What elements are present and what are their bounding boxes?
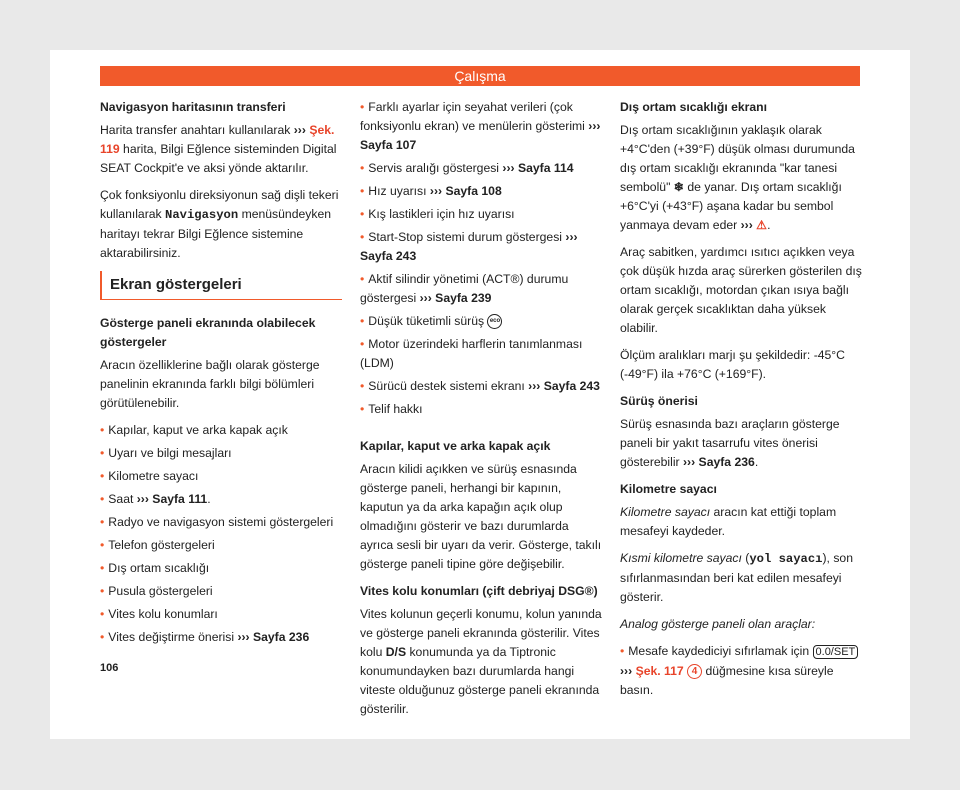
bullet-icon: • (360, 230, 365, 244)
text: Ekran göstergeleri (110, 276, 242, 293)
subheading (100, 98, 342, 117)
bullet-icon: • (100, 515, 105, 529)
bullet-icon: • (100, 607, 105, 621)
text: Sürücü destek sistemi ekranı (368, 379, 529, 393)
bullet-icon: • (360, 161, 365, 175)
text: Kilometre sayacı (108, 469, 199, 483)
text: Analog gösterge paneli olan araçlar: (620, 617, 816, 631)
text: Vites değiştirme önerisi (108, 630, 238, 644)
list-item (360, 270, 602, 308)
paragraph (620, 615, 862, 634)
text: Araç sabitken, yardımcı ısıtıcı açıkken veya çok düşük hızda araç sürerken gösterilen dış ortam sıcaklığı, motordan çıkan ısıya bağlı olarak gerçek sıcaklıktan daha yüksek olabilir. (620, 245, 862, 335)
text: Aracın özelliklerine bağlı olarak gösterge panelinin ekranında farklı bilgi bölümleri görütülenebilir. (100, 358, 320, 410)
bullet-icon: • (100, 469, 105, 483)
bullet-icon: • (100, 423, 105, 437)
page-reference-link[interactable]: ››› Sayfa 239 (419, 291, 492, 305)
page-reference-link[interactable]: ››› Sayfa 107 (360, 119, 601, 152)
text: Kısmi kilometre sayacı (620, 551, 742, 565)
text: Hız uyarısı (368, 184, 430, 198)
page-reference-link[interactable]: ››› Sayfa 108 (429, 184, 502, 198)
paragraph (620, 415, 862, 472)
paragraph (360, 460, 602, 574)
list-item (360, 182, 602, 201)
text: Vites kolu konumları (çift debriyaj DSG®) (360, 584, 598, 598)
page-number: 106 (100, 662, 119, 674)
bullet-icon: • (100, 446, 105, 460)
text: Kilometre sayacı (620, 505, 711, 519)
bullet-icon: • (360, 184, 365, 198)
text: aracın kat ettiği toplam mesafeyi kaydeder. (620, 505, 837, 538)
page-reference-link[interactable]: ››› Sayfa 236 (237, 630, 310, 644)
list-item (360, 205, 602, 224)
column-2 (360, 98, 602, 727)
list-item (100, 513, 342, 532)
bullet-icon: • (100, 492, 105, 506)
text: . (767, 218, 771, 232)
list-item (100, 421, 342, 440)
page-reference-link[interactable]: Şek. 119 (100, 123, 335, 156)
snowflake-icon: ❄ (673, 180, 684, 194)
bullet-icon: • (360, 379, 365, 393)
list-item (100, 490, 342, 509)
text: Sürüş esnasında bazı araçların gösterge paneli bir yakıt tasarrufu vites önerisi gösterebilir (620, 417, 840, 469)
text: menüsündeyken haritayı tekrar Bilgi Eğlence sistemine aktarabilirsiniz. (100, 207, 332, 260)
text: Kış lastikleri için hız uyarısı (368, 207, 515, 221)
bullet-icon: • (620, 644, 625, 658)
subheading (360, 437, 602, 456)
list-item (360, 335, 602, 373)
text: ››› (620, 664, 636, 678)
bullet-icon: • (360, 402, 365, 416)
text: Start-Stop sistemi durum göstergesi (368, 230, 566, 244)
paragraph (100, 186, 342, 263)
eco-icon: eco (487, 314, 502, 329)
list-item (620, 642, 862, 700)
text: Ölçüm aralıkları marjı şu şekildedir: -45°C (-49°F) ila +76°C (+169°F). (620, 348, 845, 381)
text: Gösterge paneli ekranında olabilecek göstergeler (100, 316, 316, 349)
text: Kilometre sayacı (620, 482, 717, 496)
manual-page (50, 50, 910, 739)
page-reference-link[interactable]: ››› Sayfa 243 (528, 379, 600, 393)
text: Navigasyon haritasının transferi (100, 100, 286, 114)
bullet-icon: • (100, 584, 105, 598)
text: Motor üzerindeki harflerin tanımlanması (LDM) (360, 337, 583, 370)
list-item (360, 98, 602, 155)
text: Sürüş önerisi (620, 394, 698, 408)
text: Düşük tüketimli sürüş (368, 314, 488, 328)
text: ››› (740, 218, 757, 232)
paragraph (100, 121, 342, 178)
list-item (360, 400, 602, 419)
column-3 (620, 98, 862, 704)
list-item (100, 444, 342, 463)
text: Radyo ve navigasyon sistemi göstergeleri (108, 515, 334, 529)
text: Saat (108, 492, 137, 506)
page-reference-link[interactable]: ››› Sayfa 111 (136, 492, 208, 506)
text: D/S (385, 645, 407, 659)
list-item (100, 605, 342, 624)
bullet-icon: • (100, 538, 105, 552)
paragraph (360, 605, 602, 719)
text: düğmesine kısa süreyle basın. (620, 664, 834, 697)
text: Telefon göstergeleri (108, 538, 215, 552)
bullet-icon: • (360, 314, 365, 328)
text: Vites kolu konumları (108, 607, 218, 621)
text: Dış ortam sıcaklığının yaklaşık olarak +4°C'den (+39°F) düşük olması durumunda dış ortam sıcaklığı ekranında "kar tanesi sembolü" (620, 123, 855, 194)
text: . (754, 455, 759, 469)
page-reference-link[interactable]: Şek. 117 (635, 664, 684, 678)
bullet-icon: • (360, 337, 365, 351)
subheading (360, 582, 602, 601)
callout-number-icon: 4 (687, 664, 702, 679)
text: Harita transfer anahtarı kullanılarak (100, 123, 294, 137)
spacer (360, 423, 602, 437)
paragraph (620, 346, 862, 384)
subheading (100, 314, 342, 352)
text: Navigasyon (165, 208, 239, 222)
text: Mesafe kaydediciyi sıfırlamak için (628, 644, 813, 658)
text: Telif hakkı (368, 402, 423, 416)
bullet-icon: • (360, 272, 365, 286)
text: Çok fonksiyonlu direksiyonun sağ dişli tekeri kullanılarak (100, 188, 339, 221)
text: Aracın kilidi açıkken ve sürüş esnasında gösterge paneli, herhangi bir kapının, kaputun ya da arka kapağın açık olup olmadığını gösterir ve bazı durumlarda ayrıca sesli bir uyarı da verir. Gösterge, takılı gösterge paneli tipine göre değişebilir. (360, 462, 602, 571)
text: Kapılar, kaput ve arka kapak açık (108, 423, 288, 437)
text: Dış ortam sıcaklığı ekranı (620, 100, 767, 114)
text: Uyarı ve bilgi mesajları (108, 446, 232, 460)
text: konumunda ya da Tiptronic konumundayken bazı durumlarda hangi viteste olduğunuz gösterge paneli ekranında gösterilir. (360, 645, 600, 716)
subheading (620, 480, 862, 499)
paragraph (620, 549, 862, 607)
page-reference-link[interactable]: ››› Sayfa 236 (683, 455, 755, 469)
column-1 (100, 98, 342, 651)
warning-icon[interactable]: ⚠ (756, 218, 768, 232)
list-item (100, 559, 342, 578)
subheading (620, 392, 862, 411)
paragraph (620, 503, 862, 541)
bullet-icon: • (360, 100, 365, 114)
list-item (100, 628, 342, 647)
button-label: 0.0/SET (813, 645, 859, 659)
subheading (620, 98, 862, 117)
list-item (360, 228, 602, 266)
chapter-header: Çalışma (100, 66, 860, 86)
text: ››› (293, 123, 310, 137)
paragraph (620, 121, 862, 235)
paragraph (620, 243, 862, 338)
page-reference-link[interactable]: ››› Sayfa 243 (360, 230, 578, 263)
bullet-icon: • (100, 630, 105, 644)
text: Dış ortam sıcaklığı (108, 561, 210, 575)
list-item (360, 312, 602, 331)
text: Vites kolunun geçerli konumu, kolun yanında ve gösterge paneli ekranında gösterilir. Vites kolu (360, 607, 602, 659)
text: Kapılar, kaput ve arka kapak açık (360, 439, 551, 453)
section-heading (100, 271, 342, 300)
text: ), son sıfırlanmasından beri kat edilen mesafeyi gösterir. (620, 551, 853, 604)
list-item (100, 536, 342, 555)
list-item (100, 582, 342, 601)
list-item (360, 159, 602, 178)
text: Pusula göstergeleri (108, 584, 213, 598)
page-reference-link[interactable]: ››› Sayfa 114 (502, 161, 574, 175)
text: Servis aralığı göstergesi (368, 161, 503, 175)
list-item (100, 467, 342, 486)
text: de yanar. Dış ortam sıcaklığı +6°C'yi (+43°F) aşana kadar bu sembol yanmaya devam eder (620, 180, 842, 232)
text: . (207, 492, 211, 506)
list-item (360, 377, 602, 396)
text: Farklı ayarlar için seyahat verileri (çok fonksiyonlu ekran) ve menülerin gösterimi (360, 100, 589, 133)
text: ( (741, 551, 750, 565)
bullet-icon: • (360, 207, 365, 221)
text: yol sayacı (749, 552, 823, 566)
text: Aktif silindir yönetimi (ACT®) durumu göstergesi (360, 272, 569, 305)
paragraph (100, 356, 342, 413)
text: harita, Bilgi Eğlence sisteminden Digital SEAT Cockpit'e ve aksi yönde aktarılır. (100, 142, 337, 175)
bullet-icon: • (100, 561, 105, 575)
